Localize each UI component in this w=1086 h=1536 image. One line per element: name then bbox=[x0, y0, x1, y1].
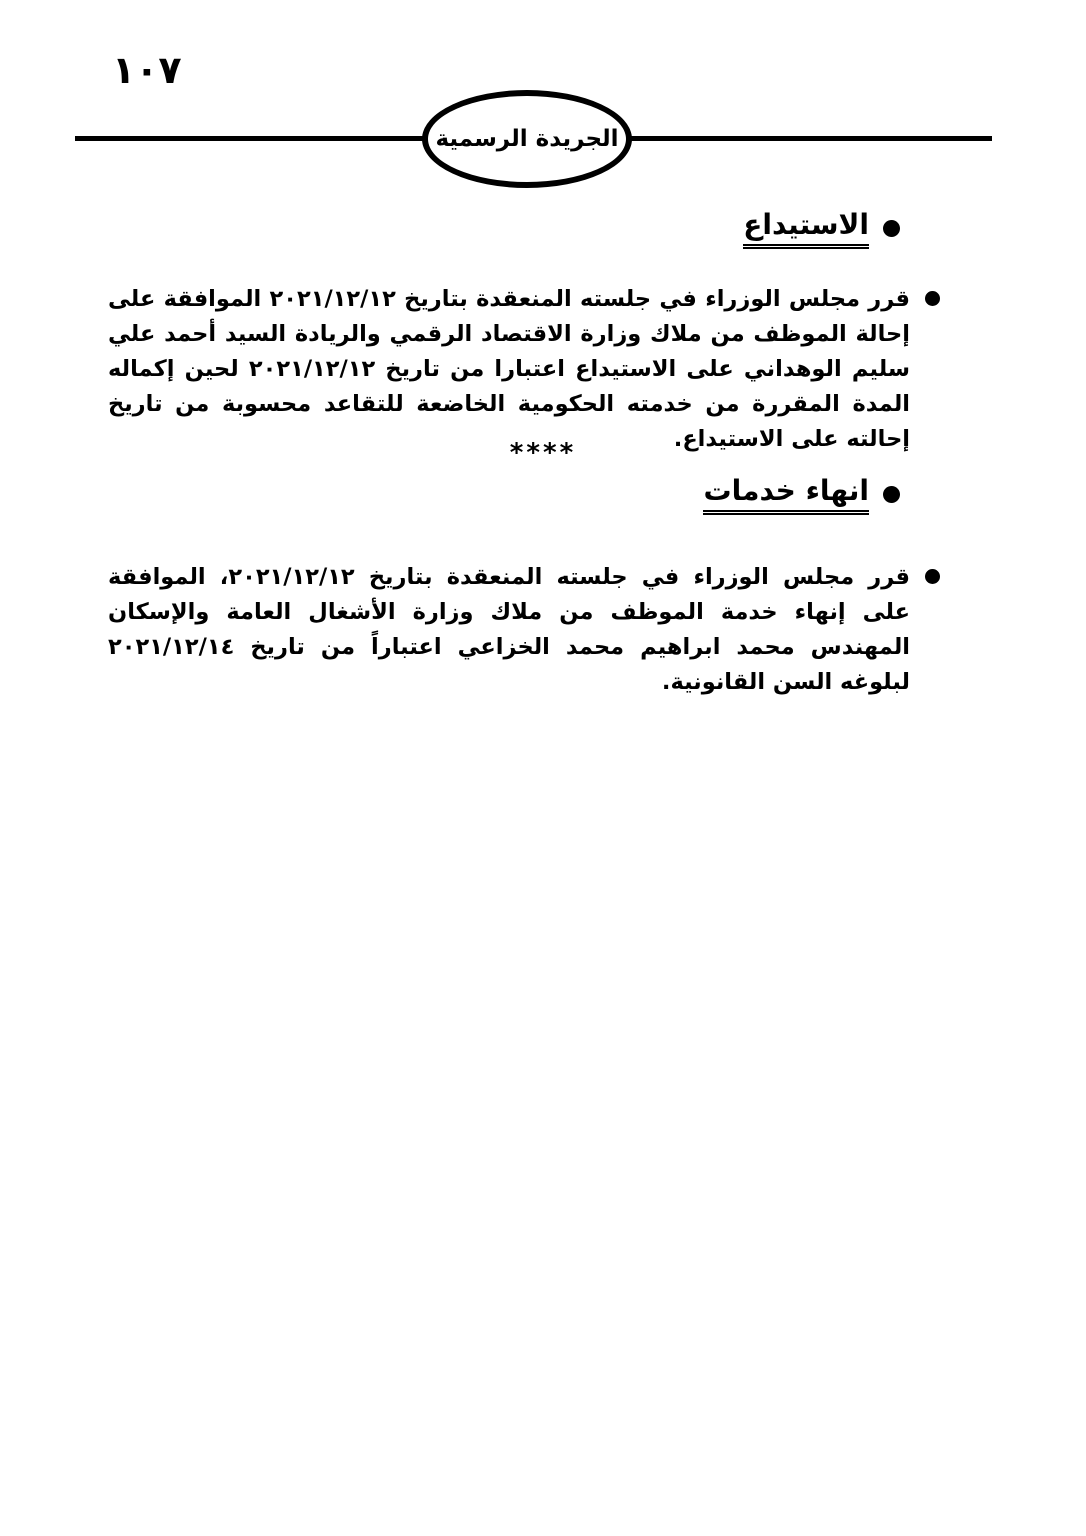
paragraph-istidaa bbox=[108, 282, 940, 457]
paragraph-body: قرر مجلس الوزراء في جلسته المنعقدة بتاريخ ٢٠٢١/١٢/١٢ الموافقة على إحالة الموظف من ملاك وزارة الاقتصاد الرقمي والريادة السيد أحمد علي سليم الوهداني على الاستيداع اعتبارا من تاريخ ٢٠٢١/١٢/١٢ لحين إكماله المدة المقررة من خدمته الحكومية الخاضعة للتقاعد محسوبة من تاريخ إحالته على الاستيداع. bbox=[108, 286, 911, 452]
page-number: ١٠٧ bbox=[112, 48, 182, 92]
paragraph-body: قرر مجلس الوزراء في جلسته المنعقدة بتاريخ ٢٠٢١/١٢/١٢، الموافقة على إنهاء خدمة الموظف من ملاك وزارة الأشغال العامة والإسكان المهندس محمد ابراهيم محمد الخزاعي اعتباراً من تاريخ ٢٠٢١/١٢/١٤ لبلوغه السن القانونية. bbox=[108, 564, 910, 695]
bullet-icon bbox=[925, 569, 940, 584]
section-heading-text: انهاء خدمات bbox=[703, 474, 869, 515]
bullet-icon bbox=[883, 486, 900, 503]
paragraph-inhaa-khadamat bbox=[108, 560, 940, 700]
bullet-icon bbox=[883, 220, 900, 237]
gazette-banner-title: الجريدة الرسمية bbox=[435, 126, 619, 152]
stars-separator: **** bbox=[509, 438, 577, 468]
gazette-banner-oval bbox=[422, 90, 632, 188]
section-heading-inhaa-khadamat bbox=[703, 474, 900, 515]
bullet-icon bbox=[925, 291, 940, 306]
section-heading-istidaa bbox=[743, 208, 900, 249]
section-heading-text: الاستيداع bbox=[743, 208, 869, 249]
